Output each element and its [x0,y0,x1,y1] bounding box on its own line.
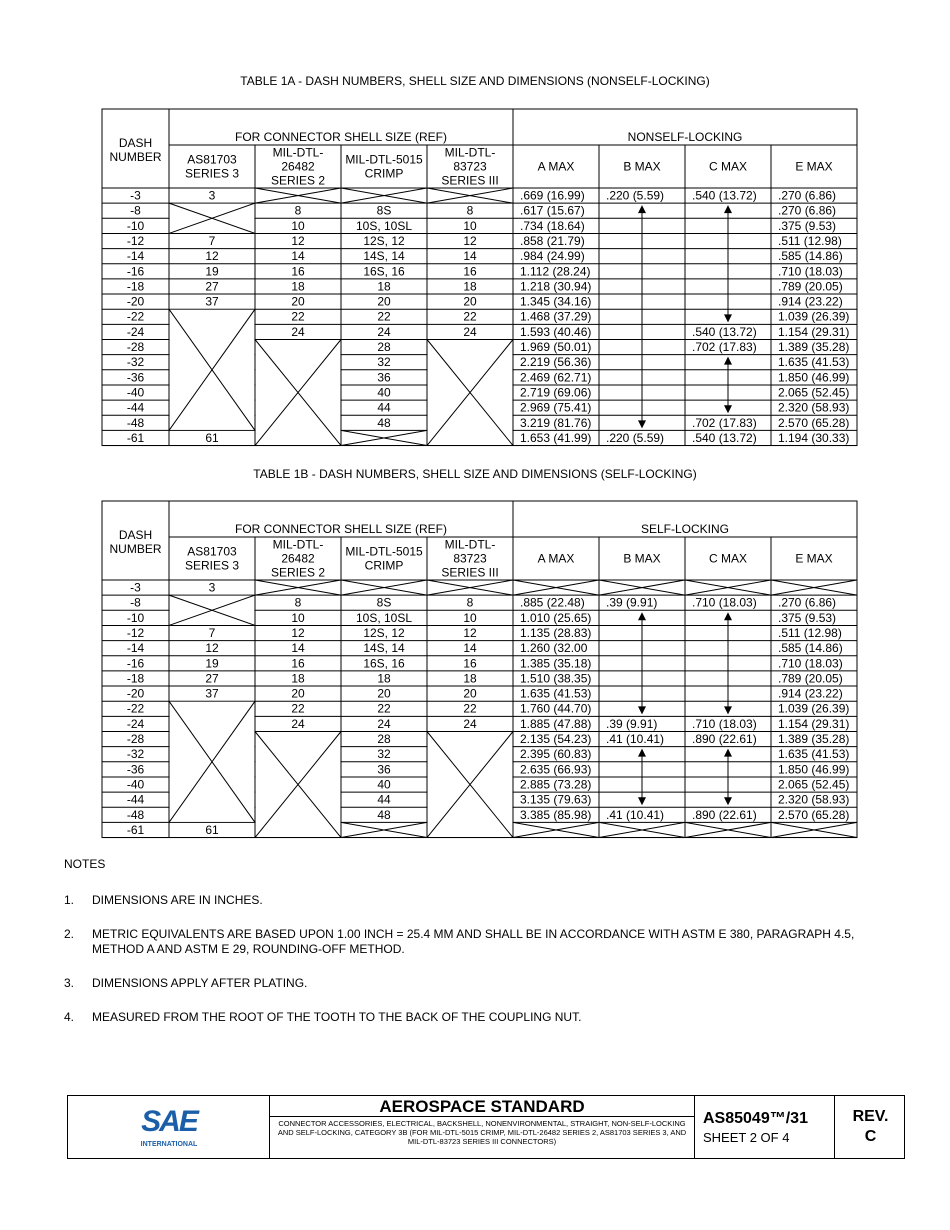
cell-a: .669 (16.99) [520,188,585,203]
table-1a-caption: TABLE 1A - DASH NUMBERS, SHELL SIZE AND DIMENSIONS (NONSELF-LOCKING) [240,74,710,88]
cell-e: 1.389 (35.28) [778,340,850,354]
cell-a: 1.112 (28.24) [520,264,591,279]
cell-dash: -16 [126,264,145,279]
header-dash: DASH [118,528,153,542]
cell-a: 2.719 (69.06) [520,385,592,400]
cell-a: 2.135 (54.23) [520,732,592,746]
cell-m5015: 10S, 10SL [355,218,413,233]
cell-m83: 8 [466,595,474,610]
cell-e: .511 (12.98) [778,625,842,640]
cell-a: .734 (18.64) [520,218,585,233]
cell-a: 1.260 (32.00 [520,641,588,656]
header-mil-dtl-26482: MIL-DTL- [272,537,324,552]
cell-e: 1.850 (46.99) [778,762,850,777]
cell-m5015: 40 [377,777,391,792]
cell-a: 1.885 (47.88) [520,716,592,731]
cell-a: .984 (24.99) [520,249,585,264]
cell-dash: -22 [126,701,145,716]
cell-dash: -32 [126,747,145,762]
cell-dash: -36 [126,370,145,385]
cell-m83: 20 [463,686,477,701]
logo-subtext: INTERNATIONAL [140,1141,198,1148]
document-cell [695,1096,835,1158]
cell-e: 1.635 (41.53) [778,747,850,762]
cell-m5015: 14S, 14 [363,249,405,264]
cell-dash: -44 [126,400,145,415]
cell-dash: -28 [126,340,145,354]
cell-m5015: 48 [377,807,391,822]
cell-b: .220 (5.59) [606,430,665,445]
standard-title: AEROSPACE STANDARD [270,1096,694,1117]
cell-a: .617 (15.67) [520,203,585,218]
cell-b: .220 (5.59) [606,188,665,203]
logo-wordmark: SAE [141,1105,197,1138]
cell-m5015: 12S, 12 [363,625,405,640]
cell-m5015: 24 [377,324,391,339]
cell-a: 1.510 (38.35) [520,671,592,686]
cell-e: .710 (18.03) [778,264,843,279]
arrow-down-icon [638,706,646,714]
cell-dash: -24 [126,716,145,731]
cell-a: 3.385 (85.98) [520,807,592,822]
cell-m5015: 20 [377,686,391,701]
arrow-up-icon [638,749,646,757]
cell-m83: 24 [463,716,477,731]
cell-dash: -20 [126,294,145,309]
cell-as: 19 [205,264,219,279]
cell-e: 1.194 (30.33) [778,430,850,445]
header-mil-dtl-26482: MIL-DTL- [272,145,324,160]
cell-dash: -36 [126,762,145,777]
cell-as: 12 [205,249,219,264]
cell-m5015: 20 [377,294,391,309]
cell-m83: 14 [463,249,477,264]
header-dash: DASH [118,136,153,150]
cell-m26: 18 [291,671,305,686]
cell-m5015: 36 [377,370,391,385]
sae-logo [68,1096,270,1158]
header-as81703: AS81703 [187,152,237,167]
cell-a: 3.219 (81.76) [520,415,592,430]
cell-a: 1.345 (34.16) [520,294,592,309]
cell-e: .270 (6.86) [778,188,837,203]
cell-m5015: 18 [377,671,391,686]
cell-a: 1.635 (41.53) [520,686,592,701]
header-mil-dtl-83723: 83723 [453,159,487,174]
cell-as: 27 [205,671,219,686]
cell-e: 2.570 (65.28) [778,807,850,822]
cell-c: .702 (17.83) [692,415,757,430]
note-item [64,1010,884,1025]
cell-a: .858 (21.79) [520,233,585,248]
arrow-down-icon [724,797,732,805]
cell-dash: -61 [126,822,145,837]
cell-m83: 12 [463,233,477,248]
cell-m83: 22 [463,701,477,716]
cell-a: 2.219 (56.36) [520,355,592,370]
cell-b: .39 (9.91) [606,595,658,610]
cell-m26: 16 [291,264,305,279]
header-b-max: B MAX [623,551,661,566]
cell-m26: 10 [291,610,305,625]
cell-dash: -3 [130,580,141,595]
cell-m5015: 28 [377,732,391,746]
cell-m83: 18 [463,671,477,686]
cell-e: .710 (18.03) [778,656,843,671]
cell-e: .914 (23.22) [778,686,843,701]
cell-m5015: 24 [377,716,391,731]
cell-m5015: 8S [376,595,392,610]
cell-c: .540 (13.72) [692,430,757,445]
cell-e: 1.635 (41.53) [778,355,850,370]
header-c-max: C MAX [708,159,748,174]
cell-a: 1.218 (30.94) [520,279,592,294]
cell-dash: -8 [130,595,141,610]
header-mil-dtl-26482: SERIES 2 [270,565,326,580]
cell-m5015: 22 [377,701,391,716]
header-mil-dtl-83723: SERIES III [441,565,499,580]
sheet-number: SHEET 2 OF 4 [703,1130,790,1145]
cell-m83: 16 [463,656,477,671]
cell-c: .540 (13.72) [692,188,757,203]
cell-e: .270 (6.86) [778,595,837,610]
revision-label: REV. [852,1108,889,1125]
header-b-max: B MAX [623,159,661,174]
cell-e: .585 (14.86) [778,249,843,264]
cell-e: 1.154 (29.31) [778,716,850,731]
cell-m26: 16 [291,656,305,671]
cell-e: 2.570 (65.28) [778,415,850,430]
cell-m5015: 8S [376,203,392,218]
table-1b-caption: TABLE 1B - DASH NUMBERS, SHELL SIZE AND DIMENSIONS (SELF-LOCKING) [253,467,697,481]
cell-a: 2.969 (75.41) [520,400,592,415]
cell-m26: 24 [291,324,305,339]
note-text: METRIC EQUIVALENTS ARE BASED UPON 1.00 INCH = 25.4 MM AND SHALL BE IN ACCORDANCE WITH ASTM E 380, PARAGRAPH 4.5, METHOD A AND ASTM E 29, ROUNDING-OFF METHOD. [92,927,855,956]
cell-m5015: 18 [377,279,391,294]
cell-e: .585 (14.86) [778,641,843,656]
cell-e: 2.320 (58.93) [778,400,850,415]
cell-dash: -14 [126,641,145,656]
header-a-max: A MAX [537,551,575,566]
cell-m83: 12 [463,625,477,640]
header-mil-dtl-83723: SERIES III [441,173,499,188]
cell-dash: -18 [126,279,145,294]
cell-c: .702 (17.83) [692,340,757,354]
cell-dash: -12 [126,625,145,640]
cell-m5015: 44 [377,400,391,415]
cell-m26: 8 [294,595,302,610]
cell-m83: 8 [466,203,474,218]
notes-title: NOTES [64,857,106,871]
header-mil-dtl-83723: MIL-DTL- [444,145,496,160]
arrow-up-icon [724,749,732,757]
revision-cell [835,1096,906,1158]
cell-as: 3 [208,188,216,203]
arrow-down-icon [724,706,732,714]
cell-m83: 10 [463,610,477,625]
cell-dash: -61 [126,430,145,445]
group-header-locking: SELF-LOCKING [640,522,730,536]
title-block [67,1095,905,1159]
cell-e: 1.154 (29.31) [778,324,850,339]
cell-dash: -48 [126,415,145,430]
cell-a: 1.653 (41.99) [520,430,592,445]
cell-m5015: 16S, 16 [363,264,405,279]
cell-e: .789 (20.05) [778,279,843,294]
header-mil-dtl-5015: CRIMP [364,166,404,181]
cell-dash: -3 [130,188,141,203]
cell-e: 1.850 (46.99) [778,370,850,385]
arrow-down-icon [638,797,646,805]
cell-a: .885 (22.48) [520,595,585,610]
cell-m5015: 16S, 16 [363,656,405,671]
title-cell [270,1096,695,1158]
group-header-shell-size: FOR CONNECTOR SHELL SIZE (REF) [234,130,448,144]
note-text: MEASURED FROM THE ROOT OF THE TOOTH TO THE BACK OF THE COUPLING NUT. [92,1010,582,1024]
notes-section [64,857,884,1044]
cell-as: 61 [205,822,219,837]
cell-dash: -20 [126,686,145,701]
cell-e: .914 (23.22) [778,294,843,309]
cell-a: 3.135 (79.63) [520,792,592,807]
header-mil-dtl-26482: 26482 [281,551,315,566]
header-a-max: A MAX [537,159,575,174]
cell-e: 1.389 (35.28) [778,732,850,746]
note-text: DIMENSIONS ARE IN INCHES. [92,893,263,907]
cell-b: .39 (9.91) [606,716,658,731]
cell-m83: 24 [463,324,477,339]
cell-as: 37 [205,686,219,701]
note-number: 1. [64,893,75,907]
cell-as: 12 [205,641,219,656]
document-number: AS85049™/31 [703,1110,808,1127]
cell-as: 37 [205,294,219,309]
note-number: 2. [64,927,75,941]
header-as81703: SERIES 3 [184,166,240,181]
cell-a: 1.135 (28.83) [520,625,592,640]
header-c-max: C MAX [708,551,748,566]
cell-e: 2.065 (52.45) [778,777,850,792]
cell-m26: 22 [291,309,305,324]
header-mil-dtl-5015: MIL-DTL-5015 [345,152,423,167]
cell-dash: -16 [126,656,145,671]
cell-as: 19 [205,656,219,671]
header-e-max: E MAX [795,551,833,566]
cell-m26: 14 [291,641,305,656]
cell-dash: -18 [126,671,145,686]
note-item [64,976,884,991]
cell-dash: -10 [126,610,145,625]
cell-m5015: 48 [377,415,391,430]
cell-c: .890 (22.61) [692,807,757,822]
cell-m83: 16 [463,264,477,279]
header-mil-dtl-26482: SERIES 2 [270,173,326,188]
cell-dash: -44 [126,792,145,807]
cell-e: 2.065 (52.45) [778,385,850,400]
cell-m5015: 40 [377,385,391,400]
cell-c: .890 (22.61) [692,732,757,746]
cell-m83: 22 [463,309,477,324]
cell-dash: -32 [126,355,145,370]
header-e-max: E MAX [795,159,833,174]
cell-e: .511 (12.98) [778,233,842,248]
header-mil-dtl-26482: 26482 [281,159,315,174]
note-text: DIMENSIONS APPLY AFTER PLATING. [92,976,308,990]
cell-e: 2.320 (58.93) [778,792,850,807]
cell-dash: -8 [130,203,141,218]
cell-e: .375 (9.53) [778,610,837,625]
cell-as: 27 [205,279,219,294]
cell-m5015: 28 [377,340,391,354]
cell-m26: 18 [291,279,305,294]
cell-as: 7 [208,233,216,248]
cell-dash: -24 [126,324,145,339]
cell-m5015: 44 [377,792,391,807]
cell-m26: 12 [291,233,305,248]
note-item [64,927,884,957]
cell-m5015: 32 [377,747,391,762]
cell-m83: 14 [463,641,477,656]
cell-c: .710 (18.03) [692,595,757,610]
cell-a: 1.468 (37.29) [520,309,592,324]
cell-a: 1.010 (25.65) [520,610,592,625]
cell-b: .41 (10.41) [606,732,665,746]
cell-as: 7 [208,625,216,640]
cell-dash: -12 [126,233,145,248]
arrow-up-icon [724,612,732,620]
note-item [64,893,884,908]
header-as81703: AS81703 [187,544,237,559]
cell-dash: -22 [126,309,145,324]
cell-m5015: 32 [377,355,391,370]
cell-dash: -28 [126,732,145,746]
cell-dash: -40 [126,777,145,792]
cell-m26: 20 [291,294,305,309]
cell-a: 1.760 (44.70) [520,701,592,716]
header-as81703: SERIES 3 [184,558,240,573]
note-number: 3. [64,976,75,990]
cell-m5015: 12S, 12 [363,233,405,248]
cell-dash: -10 [126,218,145,233]
cell-m26: 14 [291,249,305,264]
cell-m5015: 10S, 10SL [355,610,413,625]
standard-description: CONNECTOR ACCESSORIES, ELECTRICAL, BACKSHELL, NONENVIRONMENTAL, STRAIGHT, NON-SELF-LOCKING AND SELF-LOCKING, CATEGORY 3B (FOR MIL-DTL-5015 CRIMP, MIL-DTL-26482 SERIES 2, AS81703 SERIES 3, AND MIL-DTL-83723 SERIES III CONNECTORS) [277,1119,687,1146]
group-header-shell-size: FOR CONNECTOR SHELL SIZE (REF) [234,522,448,536]
cell-m26: 24 [291,716,305,731]
header-mil-dtl-83723: 83723 [453,551,487,566]
cell-a: 2.395 (60.83) [520,747,592,762]
cell-a: 2.469 (62.71) [520,370,592,385]
cell-a: 2.635 (66.93) [520,762,592,777]
cell-m26: 20 [291,686,305,701]
cell-e: 1.039 (26.39) [778,309,850,324]
cell-m26: 8 [294,203,302,218]
cell-m83: 20 [463,294,477,309]
cell-m5015: 36 [377,762,391,777]
cell-e: .270 (6.86) [778,203,837,218]
cell-m83: 18 [463,279,477,294]
cell-a: 1.969 (50.01) [520,340,592,354]
cell-dash: -14 [126,249,145,264]
header-number: NUMBER [109,150,162,164]
revision-value: C [864,1128,877,1145]
header-number: NUMBER [109,542,162,556]
cell-e: .789 (20.05) [778,671,843,686]
cell-m26: 10 [291,218,305,233]
cell-c: .710 (18.03) [692,716,757,731]
cell-as: 3 [208,580,216,595]
cell-as: 61 [205,430,219,445]
note-number: 4. [64,1010,75,1024]
cell-a: 1.385 (35.18) [520,656,592,671]
header-mil-dtl-5015: MIL-DTL-5015 [345,544,423,559]
cell-m83: 10 [463,218,477,233]
cell-e: 1.039 (26.39) [778,701,850,716]
group-header-locking: NONSELF-LOCKING [627,130,743,144]
cell-c: .540 (13.72) [692,324,757,339]
header-mil-dtl-5015: CRIMP [364,558,404,573]
cell-e: .375 (9.53) [778,218,837,233]
cell-a: 2.885 (73.28) [520,777,592,792]
cell-m5015: 14S, 14 [363,641,405,656]
arrow-up-icon [638,612,646,620]
cell-dash: -48 [126,807,145,822]
cell-dash: -40 [126,385,145,400]
header-mil-dtl-83723: MIL-DTL- [444,537,496,552]
cell-m26: 22 [291,701,305,716]
cell-b: .41 (10.41) [606,807,665,822]
cell-m26: 12 [291,625,305,640]
cell-m5015: 22 [377,309,391,324]
cell-a: 1.593 (40.46) [520,324,592,339]
